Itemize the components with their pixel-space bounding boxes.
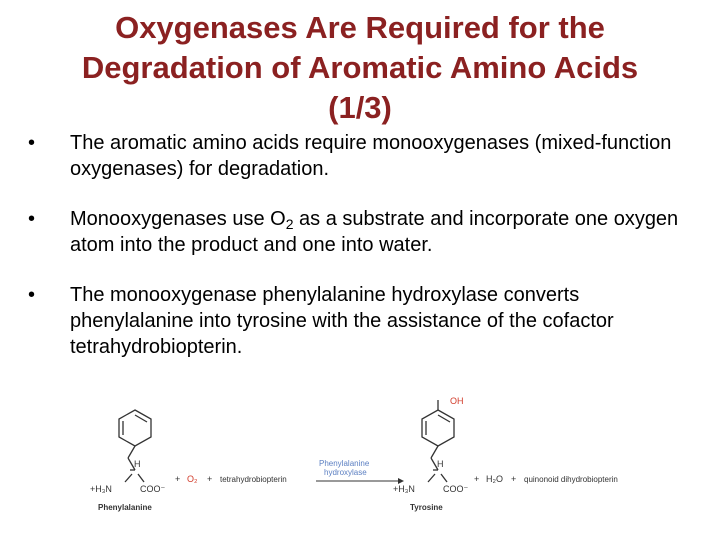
bullet-marker: • <box>28 284 36 306</box>
bullet-item <box>28 130 698 182</box>
title-line-1: Oxygenases Are Required for the <box>115 10 605 45</box>
product-carboxylate: COO⁻ <box>443 484 469 494</box>
reactant-amine: +H₃N <box>90 484 112 494</box>
reactant-h: H <box>134 459 141 469</box>
plus-sign: + <box>207 474 213 484</box>
slide-title <box>20 8 700 128</box>
title-line-3: (1/3) <box>328 90 392 125</box>
phenylalanine-structure <box>119 410 151 482</box>
reaction-diagram <box>80 390 660 520</box>
enzyme-label-line-2: hydroxylase <box>324 468 367 477</box>
product-amine: +H₃N <box>393 484 415 494</box>
product-label: Tyrosine <box>410 503 443 512</box>
enzyme-label-line-1: Phenylalanine <box>319 459 370 468</box>
bullet-item <box>28 206 698 258</box>
plus-sign: + <box>175 474 181 484</box>
bullet-marker: • <box>28 208 36 230</box>
title-line-2: Degradation of Aromatic Amino Acids <box>81 50 639 85</box>
bullet-text-post: as a substrate and incorporate one oxygen atom into the product and one into water. <box>70 208 679 256</box>
bullet-text: The monooxygenase phenylalanine hydroxylase converts phenylalanine into tyrosine with the assistance of the cofactor tetrahydrobiopterin. <box>70 284 614 358</box>
quinonoid-product: quinonoid dihydrobiopterin <box>524 475 618 484</box>
hydroxyl-group: OH <box>450 396 464 406</box>
water-product: H₂O <box>486 474 503 484</box>
tyrosine-structure <box>422 400 454 482</box>
o2-subscript: 2 <box>285 216 294 232</box>
plus-sign: + <box>511 474 517 484</box>
product-h: H <box>437 459 444 469</box>
bullet-item <box>28 282 698 360</box>
tetrahydrobiopterin-reagent: tetrahydrobiopterin <box>220 475 287 484</box>
bullet-text <box>70 208 678 256</box>
bullet-text: The aromatic amino acids require monooxygenases (mixed-function oxygenases) for degradation. <box>70 132 672 180</box>
reactant-label: Phenylalanine <box>98 503 152 512</box>
plus-sign: + <box>474 474 480 484</box>
oxygen-reagent: O₂ <box>187 474 198 484</box>
bullet-marker: • <box>28 132 36 154</box>
bullet-list <box>28 130 698 384</box>
bullet-text-pre: Monooxygenases use O <box>70 208 286 230</box>
reactant-carboxylate: COO⁻ <box>140 484 166 494</box>
